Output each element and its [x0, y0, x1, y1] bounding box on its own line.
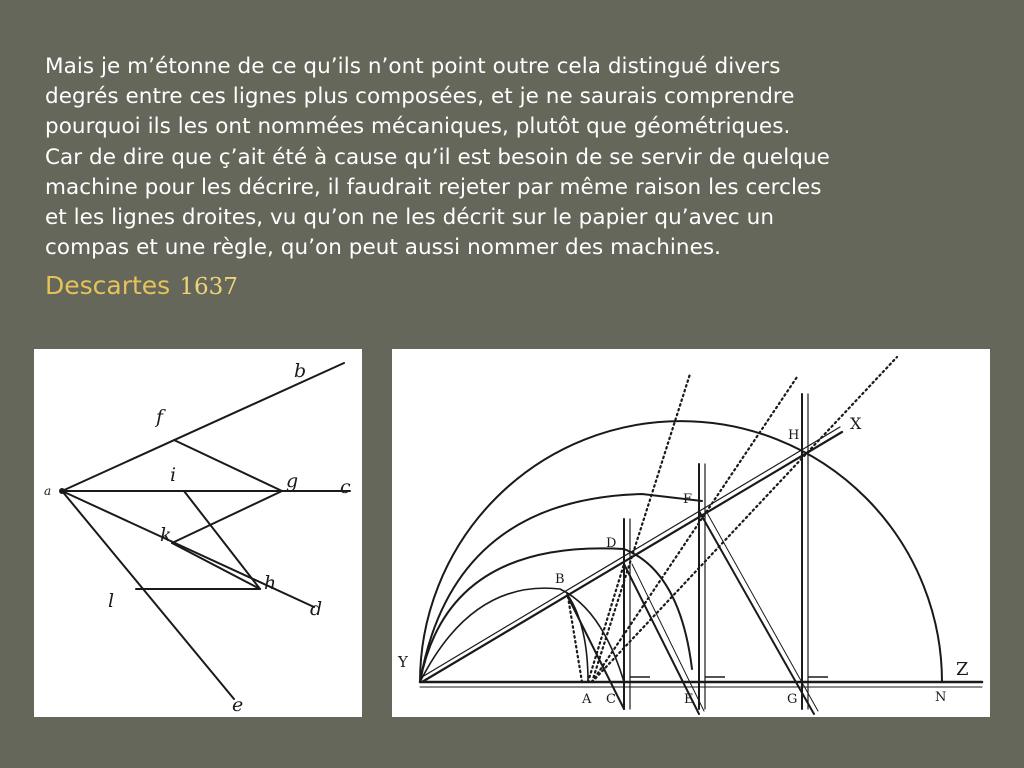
- right-mesolabe-diagram: [392, 349, 990, 717]
- quote-line: machine pour les décrire, il faudrait rejeter par même raison les cercles: [45, 174, 822, 200]
- arc-large: [420, 421, 942, 682]
- label-b: b: [294, 360, 307, 382]
- label-f: f: [156, 406, 164, 428]
- label-e: e: [232, 694, 244, 716]
- attribution: [45, 269, 238, 306]
- arc-f: [420, 494, 702, 682]
- label-f-point: F: [683, 492, 693, 507]
- publication-year: 1637: [179, 274, 238, 300]
- label-g: g: [286, 470, 299, 492]
- label-h-point: H: [788, 428, 800, 443]
- rule-yx-edge: [422, 427, 840, 677]
- author-name: Descartes: [45, 271, 171, 300]
- label-d-point: D: [606, 536, 617, 551]
- quote-line: Mais je m’étonne de ce qu’ils n’ont point outre cela distingué divers: [45, 54, 781, 79]
- right-diagram-svg: [392, 349, 990, 717]
- quote-line: degrés entre ces lignes plus composées, et je ne saurais comprendre: [45, 84, 795, 110]
- line-fg: [174, 440, 282, 491]
- quote-line: Car de dire que ç’ait été à cause qu’il est besoin de se servir de quelque: [45, 144, 830, 170]
- line-gk: [172, 491, 282, 543]
- slant-fg: [699, 511, 814, 714]
- label-x: X: [850, 414, 862, 433]
- label-k: k: [160, 524, 172, 546]
- slant-de-edge: [632, 564, 704, 711]
- label-i: i: [170, 464, 177, 486]
- label-a: a: [44, 484, 52, 498]
- quote-text: [45, 52, 995, 263]
- label-z: Z: [956, 659, 969, 680]
- label-c: c: [340, 476, 351, 498]
- label-g-point: G: [787, 692, 798, 707]
- line-ab: [62, 363, 344, 491]
- label-b-point: B: [555, 572, 565, 587]
- label-n: N: [935, 690, 947, 705]
- label-y: Y: [398, 653, 408, 671]
- line-kh: [172, 543, 260, 589]
- arc-d: [420, 548, 692, 682]
- quote-line: et les lignes droites, vu qu’on ne les décrit sur le papier qu’avec un: [45, 205, 775, 231]
- label-l: l: [108, 590, 115, 612]
- quote-line: pourquoi ils les ont nommées mécaniques, plutôt que géométriques.: [45, 114, 791, 140]
- label-e-point: E: [684, 692, 694, 707]
- quote-line: compas et une règle, qu’on peut aussi nommer des machines.: [45, 235, 722, 261]
- dotted-line-2: [592, 377, 800, 682]
- label-c-point: C: [606, 692, 616, 707]
- label-a-point: A: [582, 692, 592, 707]
- label-h: h: [264, 572, 277, 594]
- label-d: d: [310, 598, 323, 620]
- left-diagram-svg: [34, 349, 362, 717]
- left-compass-diagram: [34, 349, 362, 717]
- dotted-line-3: [592, 357, 897, 682]
- point-a: [59, 488, 65, 494]
- dotted-line-1: [592, 374, 693, 682]
